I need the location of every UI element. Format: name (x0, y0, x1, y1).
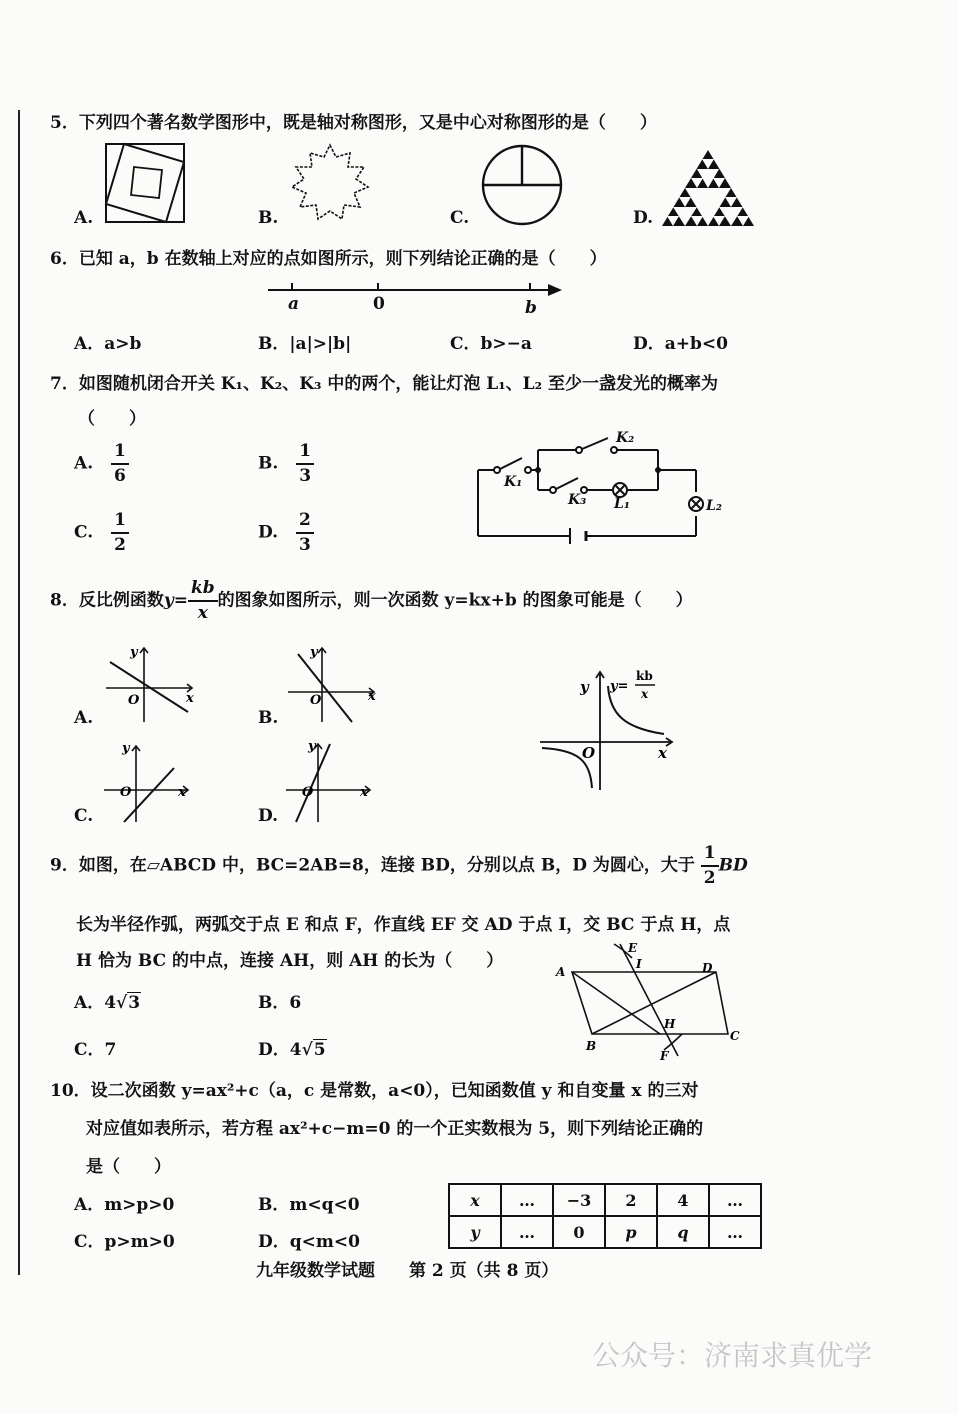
q8-a-o-label: O (128, 693, 140, 708)
q6-option-a: A．a>b (74, 334, 142, 354)
q8-b-y-label: y (310, 645, 318, 660)
q7-option-d-letter: D. (258, 522, 279, 543)
q9-stem-line2: 长为半径作弧，两弧交于点 E 和点 F，作直线 EF 交 AD 于点 I，交 BC 于点 H，点 (76, 915, 731, 935)
q7-option-d (258, 512, 314, 554)
q8-stem-y: y= (163, 590, 188, 611)
q9-point-c: C (730, 1029, 740, 1043)
q7-label-k3: K₃ (568, 492, 587, 508)
q6-option-c: C．b>−a (450, 334, 532, 354)
q7-c-num: 1 (111, 512, 129, 534)
q8-d-y-label: y (308, 739, 316, 754)
q9-option-d-radicand: 5 (313, 1040, 326, 1060)
q8-curve-den: x (641, 687, 649, 701)
q8-option-b-label: B. (258, 708, 279, 728)
q8-d-x-label: x (360, 785, 368, 800)
q8-d-o-label: O (302, 785, 314, 800)
q8-curve-label: y= (610, 679, 629, 694)
q10-cell: 4 (657, 1184, 709, 1216)
q10-stem-line3: 是（ ） (86, 1157, 171, 1177)
q7-d-den: 3 (298, 535, 311, 555)
q10-cell: … (501, 1184, 553, 1216)
q6-point-zero: 0 (373, 294, 385, 314)
binding-margin-line (18, 110, 20, 1275)
q10-cell: … (709, 1184, 761, 1216)
q9-stem-b: BD (718, 855, 748, 876)
q7-option-c (74, 512, 129, 554)
q8-c-o-label: O (120, 785, 132, 800)
q8-graph-c (102, 738, 196, 822)
q10-table-row-x (449, 1184, 761, 1216)
q7-label-l1: L₁ (614, 496, 630, 512)
q5-stem: 5．下列四个著名数学图形中，既是轴对称图形，又是中心对称图形的是（ ） (50, 113, 657, 133)
q7-paren: （ ） (78, 409, 146, 429)
q9-point-e: E (628, 941, 638, 955)
q8-a-x-label: x (186, 691, 194, 706)
q5-figure-d-sierpinski (660, 148, 756, 228)
q9-option-c: C．7 (74, 1040, 117, 1060)
q8-option-c-label: C. (74, 806, 94, 826)
q8-graph-b (286, 642, 380, 724)
q6-option-b: B．|a|>|b| (258, 334, 352, 354)
q7-label-l2: L₂ (706, 498, 722, 514)
q10-cell: q (657, 1216, 709, 1248)
q8-a-y-label: y (130, 645, 138, 660)
q8-stem-a: 8．反比例函数 (50, 590, 164, 611)
q8-option-d-label: D. (258, 806, 279, 826)
q10-cell: 2 (605, 1184, 657, 1216)
q10-cell: … (501, 1216, 553, 1248)
q9-option-a: A．4√3 (74, 993, 141, 1013)
q10-cell: p (605, 1216, 657, 1248)
q7-label-k2: K₂ (616, 430, 635, 446)
q6-point-a: a (288, 294, 300, 314)
q10-stem-line1: 10．设二次函数 y=ax²+c（a，c 是常数，a<0），已知函数值 y 和自变量 x 的三对 (50, 1081, 699, 1101)
q5-figure-a (104, 142, 186, 224)
watermark: 公众号：济南求真优学 (592, 1339, 873, 1372)
q10-option-c: C．p>m>0 (74, 1232, 175, 1252)
q9-point-i: I (636, 957, 642, 971)
q7-c-den: 2 (114, 535, 126, 555)
q10-option-b: B．m<q<0 (258, 1195, 360, 1215)
q10-option-a: A．m>p>0 (74, 1195, 175, 1215)
q6-number-line (266, 280, 566, 320)
q7-option-a (74, 443, 129, 485)
q7-a-den: 6 (114, 466, 126, 486)
q5-option-c-label: C. (450, 208, 470, 228)
q8-ref-x-label: x (658, 744, 667, 762)
q7-b-num: 1 (296, 443, 314, 465)
q8-frac-den: x (197, 603, 208, 623)
q8-c-y-label: y (122, 741, 130, 756)
q9-point-f: F (660, 1049, 669, 1063)
q7-option-b (258, 443, 314, 485)
q8-reference-hyperbola (538, 666, 678, 792)
q9-option-d-text: D．4 (258, 1040, 302, 1060)
q6-option-d: D．a+b<0 (633, 334, 728, 354)
q6-stem: 6．已知 a，b 在数轴上对应的点如图所示，则下列结论正确的是（ ） (50, 249, 607, 269)
q10-table-row-y (449, 1216, 761, 1248)
q5-option-a-label: A. (74, 208, 94, 228)
q9-point-b: B (586, 1039, 597, 1053)
page-footer: 九年级数学试题 第 2 页（共 8 页） (256, 1261, 559, 1281)
q8-stem (50, 580, 693, 622)
q9-frac-den: 2 (703, 868, 716, 888)
q9-stem-line3: H 恰为 BC 的中点，连接 AH，则 AH 的长为（ ） (76, 951, 504, 971)
q5-option-b-label: B. (258, 208, 279, 228)
q9-option-a-radicand: 3 (128, 993, 141, 1013)
q8-c-x-label: x (178, 785, 186, 800)
q8-ref-y-label: y (580, 678, 589, 696)
q7-d-num: 2 (296, 512, 314, 534)
q9-parallelogram-figure (552, 938, 748, 1062)
q8-option-a-label: A. (74, 708, 94, 728)
q9-option-b: B．6 (258, 993, 302, 1013)
q7-stem: 7．如图随机闭合开关 K₁、K₂、K₃ 中的两个，能让灯泡 L₁、L₂ 至少一盏发光的概率为 (50, 374, 718, 394)
q10-cell-x-head: x (449, 1184, 501, 1216)
q8-curve-num: kb (636, 669, 653, 683)
q7-option-a-letter: A. (74, 453, 94, 474)
q8-graph-d (284, 736, 378, 822)
q7-b-den: 3 (299, 466, 312, 486)
q10-cell: 0 (553, 1216, 605, 1248)
q7-option-c-letter: C. (74, 522, 94, 543)
q8-graph-a (104, 642, 198, 724)
q6-point-b: b (525, 298, 537, 318)
q8-b-o-label: O (310, 693, 322, 708)
q10-cell: −3 (553, 1184, 605, 1216)
q9-point-d: D (702, 961, 713, 975)
q9-option-d: D．4√5 (258, 1040, 326, 1060)
q5-figure-b-snowflake (290, 143, 370, 223)
q7-a-num: 1 (111, 443, 129, 465)
q9-option-a-text: A．4 (74, 993, 117, 1013)
q10-cell-y-head: y (449, 1216, 501, 1248)
q9-frac-num: 1 (701, 845, 719, 867)
q8-b-x-label: x (368, 689, 376, 704)
q10-option-d: D．q<m<0 (258, 1232, 360, 1252)
q5-option-d-label: D. (633, 208, 654, 228)
q9-stem-a: 9．如图，在▱ABCD 中，BC=2AB=8，连接 BD，分别以点 B，D 为圆心，大于 (50, 855, 695, 876)
q8-frac-num: kb (188, 580, 218, 602)
q10-cell: … (709, 1216, 761, 1248)
q8-ref-o-label: O (582, 744, 596, 762)
q9-point-a: A (556, 965, 566, 979)
q10-stem-line2: 对应值如表所示，若方程 ax²+c−m=0 的一个正实数根为 5，则下列结论正确的 (86, 1119, 704, 1139)
q9-stem-line1 (50, 845, 748, 887)
q10-value-table (448, 1183, 762, 1249)
q8-stem-b: 的图象如图所示，则一次函数 y=kx+b 的图象可能是（ ） (217, 590, 693, 611)
q9-point-h: H (664, 1017, 676, 1031)
q7-label-k1: K₁ (504, 474, 523, 490)
q5-figure-c-circle (480, 143, 564, 227)
q7-option-b-letter: B. (258, 453, 279, 474)
